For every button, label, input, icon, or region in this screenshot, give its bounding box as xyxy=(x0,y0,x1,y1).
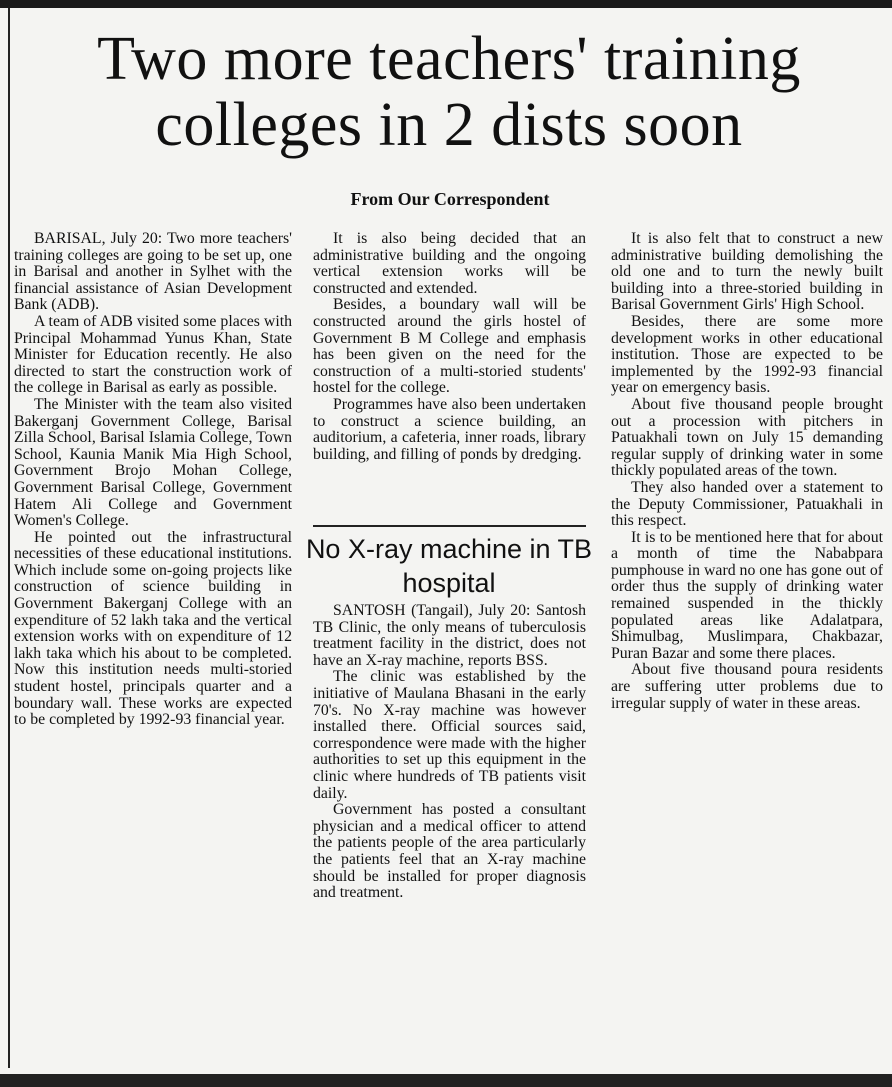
article-headline: Two more teachers' training colleges in 2 dists soon xyxy=(97,25,801,159)
article-paragraph: It is also felt that to construct a new administrative building demolishing the old one and to turn the newly built building into a three-storied building in Barisal Government Girls' High School. xyxy=(611,230,883,314)
article-paragraph: About five thousand people brought out a procession with pitchers in Patuakhali town on July 15 demanding regular supply of drinking water in some thickly populated areas of the town. xyxy=(611,395,883,480)
brief-paragraph: SANTOSH (Tangail), July 20: Santosh TB Clinic, the only means of tuberculosis treatment facility in the district, does not have an X-ray machine, reports BSS. xyxy=(313,602,586,669)
article-column-2 xyxy=(313,231,586,463)
bottom-rule xyxy=(0,1074,892,1087)
brief-paragraph: Government has posted a consultant physician and a medical officer to attend the patients people of the area particularly the patients feel that an X-ray machine should be installed for proper diagnosis and treatment. xyxy=(313,801,586,902)
top-rule xyxy=(0,0,892,8)
brief-separator-rule xyxy=(313,525,586,527)
brief-column xyxy=(313,603,586,902)
article-paragraph: A team of ADB visited some places with Principal Mohammad Yunus Khan, State Minister for Education recently. He also directed to start the construction work of the college in Barisal as early as possible. xyxy=(14,312,292,397)
article-column-3 xyxy=(611,231,883,712)
article-paragraph: It is also being decided that an administrative building and the ongoing vertical extension works will be constructed and extended. xyxy=(313,230,586,297)
article-paragraph: BARISAL, July 20: Two more teachers' training colleges are going to be set up, one in Barisal and another in Sylhet with the financial assistance of Asian Development Bank (ADB). xyxy=(14,230,292,314)
article-paragraph: About five thousand poura residents are suffering utter problems due to irregular supply of water in these areas. xyxy=(611,661,883,712)
article-paragraph: The Minister with the team also visited Bakerganj Government College, Barisal Zilla School, Barisal Islamia College, Town School, Kaunia Manik Mia High School, Government Brojo Mohan College, Government Barisal College, Government Hatem Ali College and Government Women's College. xyxy=(14,395,292,530)
article-paragraph: Programmes have also been undertaken to construct a science building, an auditorium, a cafeteria, inner roads, library building, and filling of ponds by dredging. xyxy=(313,395,586,463)
article-paragraph: Besides, a boundary wall will be constructed around the girls hostel of Government B M College and emphasis has been given on the need for the construction of a multi-storied students' hostel for the college. xyxy=(313,296,586,397)
left-column-rule xyxy=(8,8,10,1068)
article-column-1 xyxy=(14,231,292,729)
article-paragraph: Besides, there are some more development works in other educational institution. Those are expected to be implemented by the 1992-93 financial year on emergency basis. xyxy=(611,312,883,397)
article-byline: From Our Correspondent xyxy=(350,189,550,209)
article-paragraph: He pointed out the infrastructural necessities of these educational institutions. Which include some on-going projects like construction of science building in Government Bakerganj College with an expenditure of 52 lakh taka and the vertical extension works with on expenditure of 12 lakh taka which his about to be completed. Now this institution needs multi-storied student hostel, principals quarter and a boundary wall. These works are expected to be completed by 1992-93 financial year. xyxy=(14,528,292,729)
brief-paragraph: The clinic was established by the initiative of Maulana Bhasani in the early 70's. No X-ray machine was however installed there. Official sources said, correspondence were made with the higher authorities to set up this equipment in the clinic where hundreds of TB patients visit daily. xyxy=(313,668,586,802)
brief-headline: No X-ray machine in TB hospital xyxy=(305,534,593,598)
article-paragraph: They also handed over a statement to the Deputy Commissioner, Patuakhali in this respect. xyxy=(611,478,883,530)
article-paragraph: It is to be mentioned here that for about a month of time the Nababpara pumphouse in ward no one has gone out of order thus the supply of drinking water remained suspended in the thickly populated areas like Adalatpara, Shimulbag, Muslimpara, Chakbazar, Puran Bazar and some there places. xyxy=(611,528,884,662)
